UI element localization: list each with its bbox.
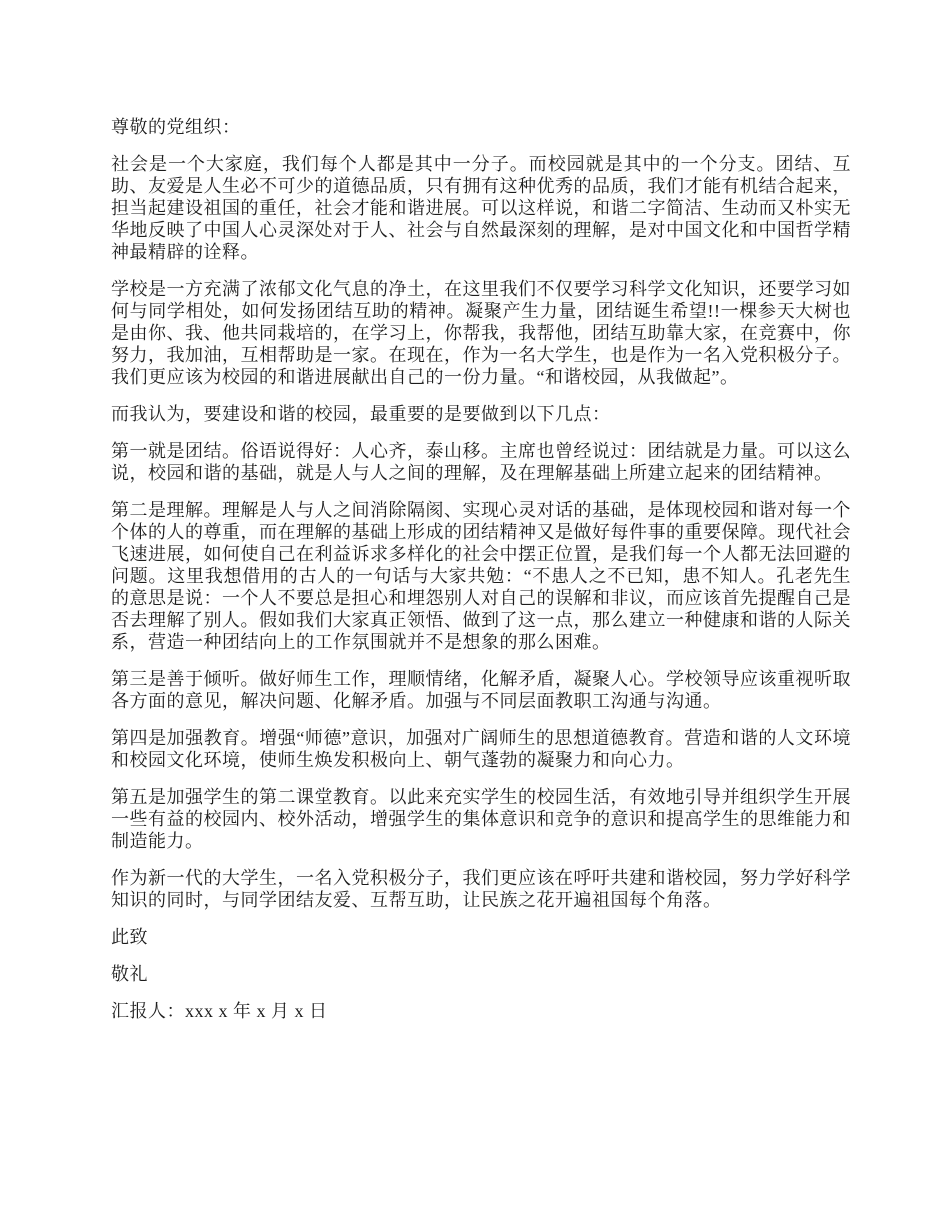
closing-cizhi: 此致: [111, 927, 148, 947]
body-paragraph-3: 而我认为，要建设和谐的校园，最重要的是要做到以下几点：: [111, 404, 611, 424]
document-body: [111, 116, 851, 1022]
body-paragraph-9: 作为新一代的大学生，一名入党积极分子，我们更应该在呼吁共建和谐校园，努力学好科学知识的同时，与同学团结友爱、互帮互助，让民族之花开遍祖国每个角落。: [111, 868, 851, 910]
salutation: 尊敬的党组织：: [111, 117, 241, 137]
body-paragraph-7: 第四是加强教育。增强“师德”意识，加强对广阔师生的思想道德教育。营造和谐的人文环境和校园文化环境，使师生焕发积极向上、朝气蓬勃的凝聚力和向心力。: [111, 728, 851, 770]
body-paragraph-2: 学校是一方充满了浓郁文化气息的净土，在这里我们不仅要学习科学文化知识，还要学习如何与同学相处，如何发扬团结互助的精神。凝聚产生力量，团结诞生希望!!一棵参天大树也是由你、我、他共同栽培的，在学习上，你帮我，我帮他，团结互助靠大家，在竞赛中，你努力，我加油，互相帮助是一家。在现在，作为一名大学生，也是作为一名入党积极分子。我们更应该为校园的和谐进展献出自己的一份力量。“和谐校园，从我做起”。: [111, 279, 851, 387]
body-paragraph-4: 第一就是团结。俗语说得好：人心齐，泰山移。主席也曾经说过：团结就是力量。可以这么说，校园和谐的基础，就是人与人之间的理解，及在理解基础上所建立起来的团结精神。: [111, 441, 851, 483]
body-paragraph-6: 第三是善于倾听。做好师生工作，理顺情绪，化解矛盾，凝聚人心。学校领导应该重视听取各方面的意见，解决问题、化解矛盾。加强与不同层面教职工沟通与沟通。: [111, 669, 851, 711]
closing-jingli: 敬礼: [111, 964, 148, 984]
body-paragraph-1: 社会是一个大家庭，我们每个人都是其中一分子。而校园就是其中的一个分支。团结、互助、友爱是人生必不可少的道德品质，只有拥有这种优秀的品质，我们才能有机结合起来，担当起建设祖国的重任，社会才能和谐进展。可以这样说，和谐二字简洁、生动而又朴实无华地反映了中国人心灵深处对于人、社会与自然最深刻的理解，是对中国文化和中国哲学精神最精辟的诠释。: [111, 154, 851, 262]
body-paragraph-5: 第二是理解。理解是人与人之间消除隔阂、实现心灵对话的基础，是体现校园和谐对每一个个体的人的尊重，而在理解的基础上形成的团结精神又是做好每件事的重要保障。现代社会飞速进展，如何使自己在利益诉求多样化的社会中摆正位置，是我们每一个人都无法回避的问题。这里我想借用的古人的一句话与大家共勉：“不患人之不已知，患不知人。孔老先生的意思是说：一个人不要总是担心和埋怨别人对自己的误解和非议，而应该首先提醒自己是否去理解了别人。假如我们大家真正领悟、做到了这一点，那么建立一种健康和谐的人际关系，营造一种团结向上的工作氛围就并不是想象的那么困难。: [111, 500, 851, 652]
body-paragraph-8: 第五是加强学生的第二课堂教育。以此来充实学生的校园生活，有效地引导并组织学生开展一些有益的校园内、校外活动，增强学生的集体意识和竞争的意识和提高学生的思维能力和制造能力。: [111, 787, 851, 851]
signature-line: 汇报人：xxx x 年 x 月 x 日: [111, 1001, 328, 1021]
